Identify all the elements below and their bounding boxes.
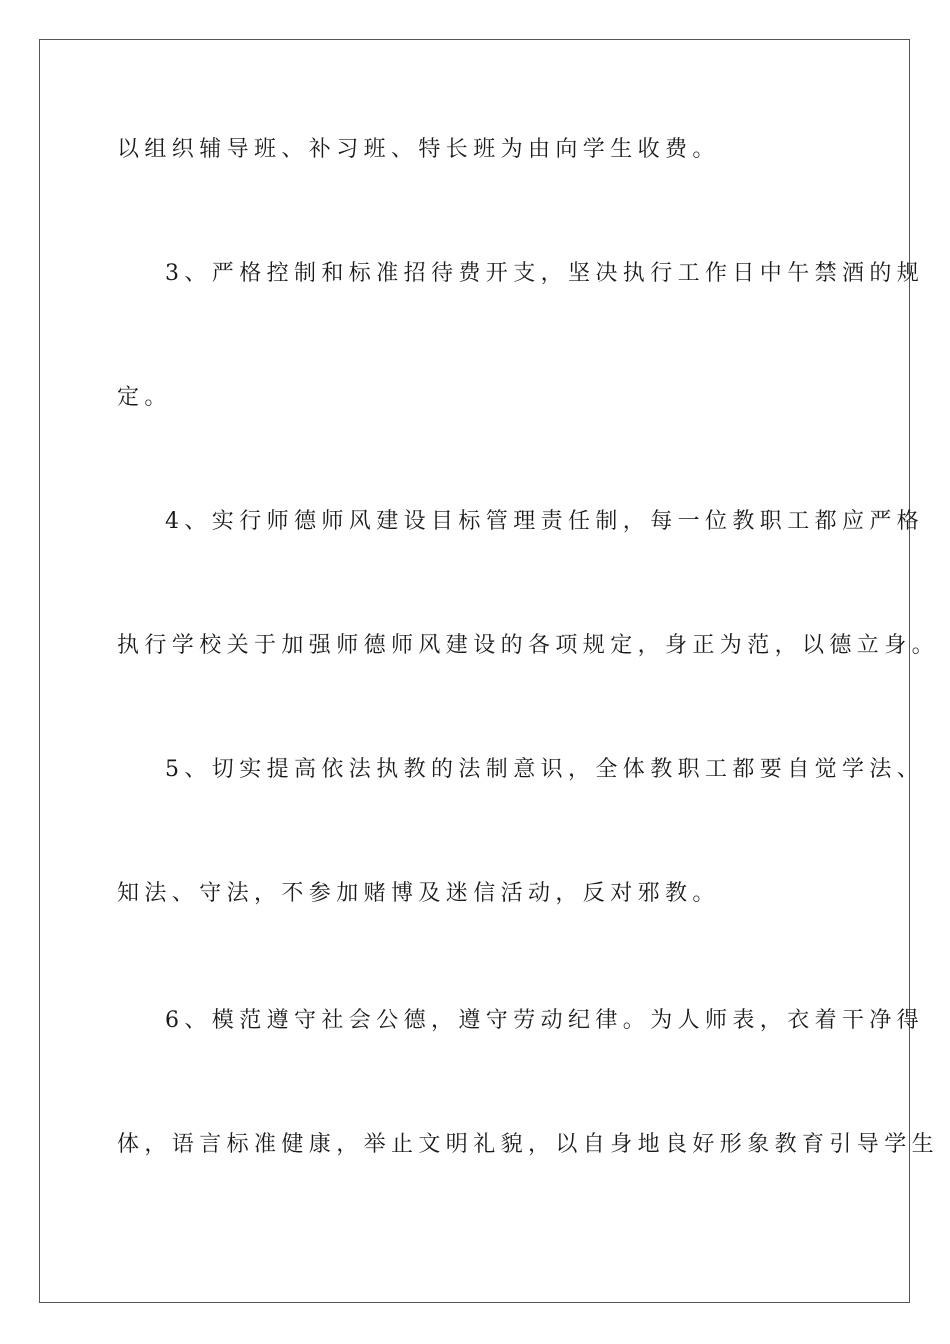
paragraph-3-start: 3、严格控制和标准招待费开支，坚决执行工作日中午禁酒的规	[165, 261, 925, 286]
paragraph-4-start: 4、实行师德师风建设目标管理责任制，每一位教职工都应严格	[165, 509, 925, 534]
text-line: 定。	[117, 385, 172, 410]
text-line: 以组织辅导班、补习班、特长班为由向学生收费。	[117, 137, 720, 162]
paragraph-6-start: 6、模范遵守社会公德，遵守劳动纪律。为人师表，衣着干净得	[165, 1008, 925, 1033]
text-line: 知法、守法，不参加赌博及迷信活动，反对邪教。	[117, 881, 720, 906]
text-line: 执行学校关于加强师德师风建设的各项规定，身正为范，以德立身。	[117, 633, 940, 658]
paragraph-5-start: 5、切实提高依法执教的法制意识，全体教职工都要自觉学法、	[165, 757, 925, 782]
page-border	[39, 39, 940, 1303]
text-line: 体，语言标准健康，举止文明礼貌，以自身地良好形象教育引导学生	[117, 1132, 940, 1157]
